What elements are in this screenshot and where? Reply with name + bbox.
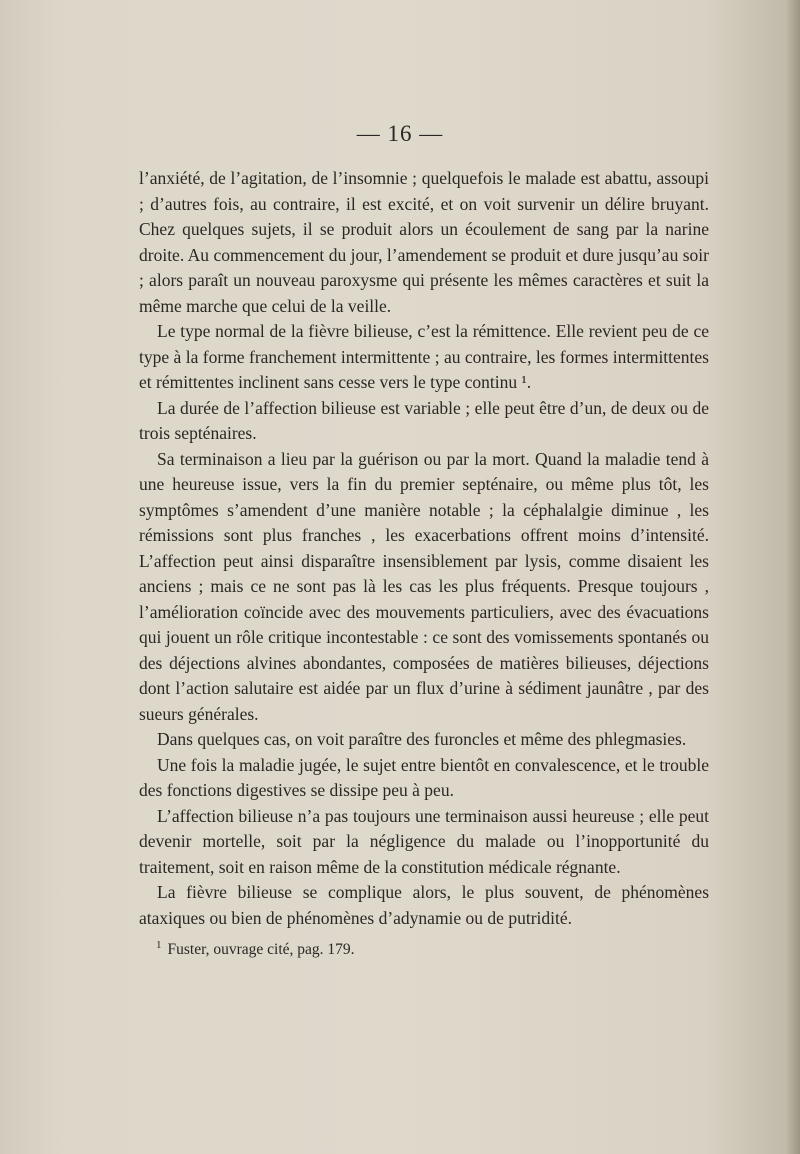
paragraph: La fièvre bilieuse se complique alors, le plus souvent, de phénomènes ataxiques ou bien de phénomènes d’adynamie ou de putridité. [139, 882, 709, 928]
paragraph: Une fois la maladie jugée, le sujet entre bientôt en convalescence, et le trouble des fonctions digestives se dissipe peu à peu. [139, 754, 709, 800]
paragraph: Dans quelques cas, on voit paraître des furoncles et même des phlegmasies. [157, 729, 687, 749]
footnote-marker: 1 [156, 939, 162, 951]
page-edge-shadow [786, 0, 800, 1154]
paragraph: L’affection bilieuse n’a pas toujours une terminaison aussi heureuse ; elle peut devenir mortelle, soit par la négligence du malade ou l’inopportunité du traitement, soit en raison même de la constitution médicale régnante. [139, 805, 709, 877]
footnote [156, 935, 696, 960]
body-text [139, 166, 709, 931]
paragraph: La durée de l’affection bilieuse est variable ; elle peut être d’un, de deux ou de trois septénaires. [139, 397, 709, 443]
footnote-text: Fuster, ouvrage cité, pag. 179. [167, 941, 355, 959]
page-number: — 16 — [356, 121, 444, 146]
paragraph: Le type normal de la fièvre bilieuse, c’est la rémittence. Elle revient peu de ce type à la forme franchement intermittente ; au contraire, les formes intermittentes et rémittentes inclinent sans cesse vers le type continu ¹. [139, 321, 709, 392]
paragraph: Sa terminaison a lieu par la guérison ou par la mort. Quand la maladie tend à une heureuse issue, vers la fin du premier septénaire, ou même plus tôt, les symptômes s’amendent d’une manière notable ; la céphalalgie diminue , les rémissions sont plus franches , les exacerbations offrent moins d’intensité. L’affection peut ainsi disparaître insensiblement par lysis, comme disaient les anciens ; mais ce ne sont pas là les cas les plus fréquents. Presque toujours , l’amélioration coïncide avec des mouvements particuliers, avec des évacuations qui jouent un rôle critique incontestable : ce sont des vomissements spontanés ou des déjections alvines abondantes, composées de matières bilieuses, déjections dont l’action salutaire est aidée par un flux d’urine à sédiment jaunâtre , par des sueurs générales. [139, 448, 709, 724]
paragraph: l’anxiété, de l’agitation, de l’insomnie ; quelquefois le malade est abattu, assoupi ; d’autres fois, au contraire, il est excité, et on voit survenir un délire bruyant. Chez quelques sujets, il se produit alors un écoulement de sang par la narine droite. Au commencement du jour, l’amendement se produit et dure jusqu’au soir ; alors paraît un nouveau paroxysme qui présente les mêmes caractères et suit la même marche que celui de la veille. [139, 168, 709, 316]
